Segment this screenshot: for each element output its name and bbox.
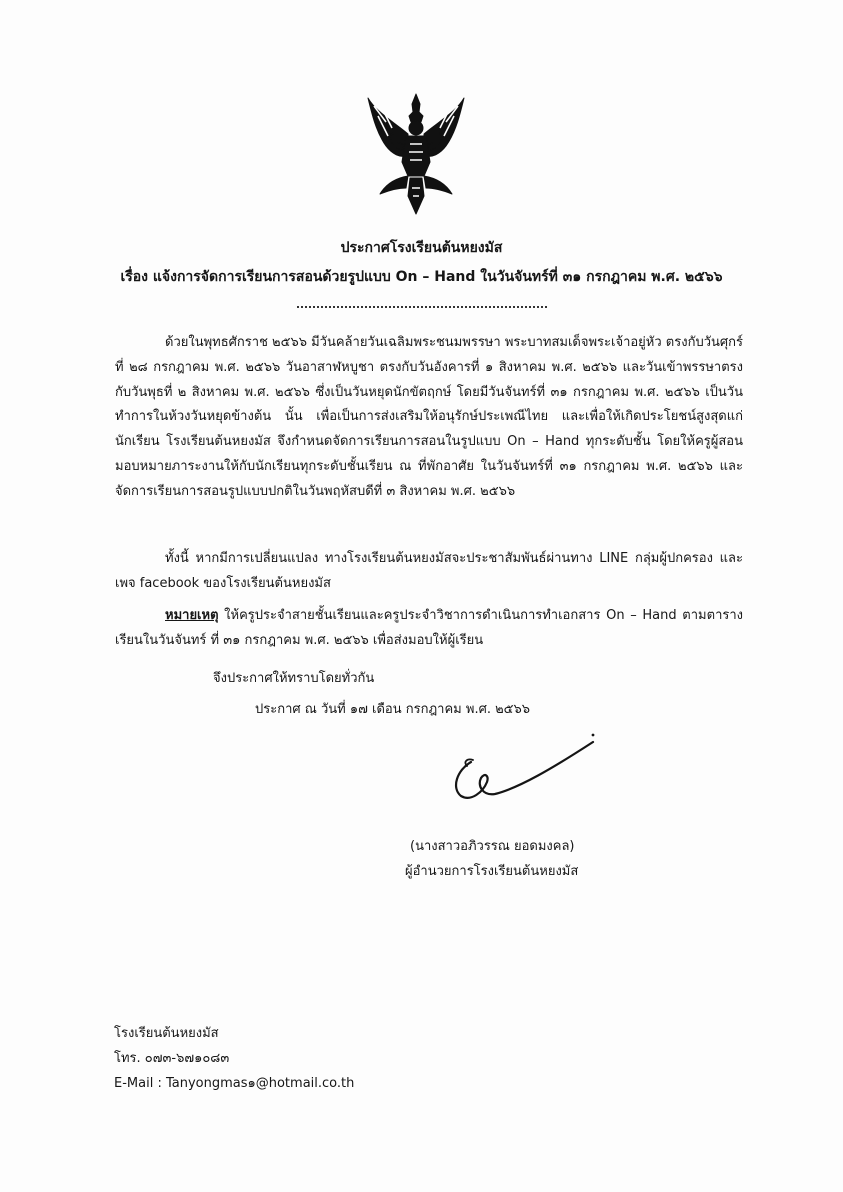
note-label: หมายเหตุ <box>165 608 219 623</box>
garuda-emblem-icon <box>366 92 466 216</box>
announcement-line: จึงประกาศให้ทราบโดยทั่วกัน <box>213 671 375 686</box>
note-paragraph <box>115 604 743 654</box>
footer-phone: โทร. ๐๗๓-๖๗๑๐๘๓ <box>114 1051 230 1066</box>
dotted-divider <box>297 306 547 308</box>
footer-email: E-Mail : Tanyongmas๑@hotmail.co.th <box>114 1076 355 1091</box>
note-text: ให้ครูประจำสายชั้นเรียนและครูประจำวิชาการดำเนินการทำเอกสาร On – Hand ตามตารางเรียนในวันจันทร์ ที่ ๓๑ กรกฎาคม พ.ศ. ๒๕๖๖ เพื่อส่งมอบให้ผู้เรียน <box>115 608 743 648</box>
footer-school-name: โรงเรียนต้นหยงมัส <box>114 1026 219 1041</box>
signer-name: (นางสาวอภิวรรณ ยอดมงคล) <box>410 839 575 854</box>
body-paragraph-1: ด้วยในพุทธศักราช ๒๕๖๖ มีวันคล้ายวันเฉลิมพระชนมพรรษา พระบาทสมเด็จพระเจ้าอยู่หัว ตรงกับวันศุกร์ที่ ๒๘ กรกฎาคม พ.ศ. ๒๕๖๖ วันอาสาฬหบูชา ตรงกับวันอังคารที่ ๑ สิงหาคม พ.ศ. ๒๕๖๖ และวันเข้าพรรษาตรงกับวันพุธที่ ๒ สิงหาคม พ.ศ. ๒๕๖๖ ซึ่งเป็นวันหยุดนักขัตฤกษ์ โดยมีวันจันทร์ที่ ๓๑ กรกฎาคม พ.ศ. ๒๕๖๖ เป็นวันทำการในห้วงวันหยุดข้างต้น นั้น เพื่อเป็นการส่งเสริมให้อนุรักษ์ประเพณีไทย และเพื่อให้เกิดประโยชน์สูงสุดแก่นักเรียน โรงเรียนต้นหยงมัส จึงกำหนดจัดการเรียนการสอนในรูปแบบ On – Hand ทุกระดับชั้น โดยให้ครูผู้สอนมอบหมายภาระงานให้กับนักเรียนทุกระดับชั้นเรียน ณ ที่พักอาศัย ในวันจันทร์ที่ ๓๑ กรกฎาคม พ.ศ. ๒๕๖๖ และจัดการเรียนการสอนรูปแบบปกติในวันพฤหัสบดีที่ ๓ สิงหาคม พ.ศ. ๒๕๖๖ <box>115 335 743 499</box>
signer-position: ผู้อำนวยการโรงเรียนต้นหยงมัส <box>405 864 579 879</box>
given-date-line: ประกาศ ณ วันที่ ๑๗ เดือน กรกฎาคม พ.ศ. ๒๕๖๖ <box>255 702 531 717</box>
document-subject: เรื่อง แจ้งการจัดการเรียนการสอนด้วยรูปแบบ On – Hand ในวันจันทร์ที่ ๓๑ กรกฎาคม พ.ศ. ๒๕๖๖ <box>120 269 723 285</box>
document-title: ประกาศโรงเรียนต้นหยงมัส <box>340 240 503 256</box>
handwritten-signature <box>443 732 613 812</box>
body-paragraph-2: ทั้งนี้ หากมีการเปลี่ยนแปลง ทางโรงเรียนต้นหยงมัสจะประชาสัมพันธ์ผ่านทาง LINE กลุ่มผู้ปกครอง และเพจ facebook ของโรงเรียนต้นหยงมัส <box>115 551 743 591</box>
